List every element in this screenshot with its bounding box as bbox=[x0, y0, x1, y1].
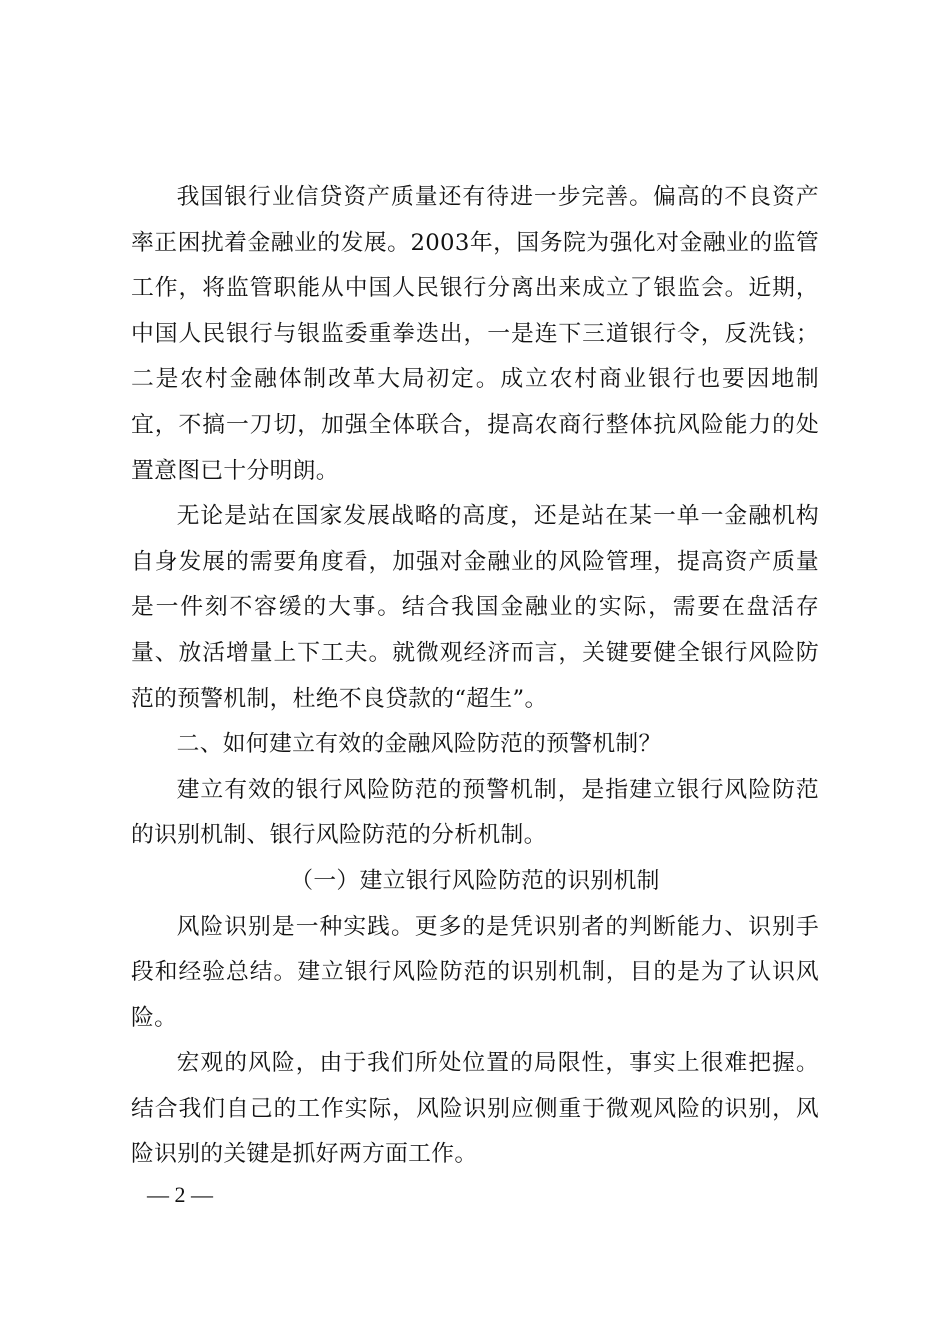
subsection-heading: （一）建立银行风险防范的识别机制 bbox=[290, 867, 660, 894]
paragraph-risk-identification: 风险识别是一种实践。更多的是凭识别者的判断能力、识别手段和经验总结。建立银行风险防范的识别机制，目的是为了认识风险。 bbox=[131, 913, 819, 1031]
document-body bbox=[131, 175, 819, 1178]
paragraph-risk-management: 无论是站在国家发展战略的高度，还是站在某一单一金融机构自身发展的需要角度看，加强对金融业的风险管理，提高资产质量是一件刻不容缓的大事。结合我国金融业的实际，需要在盘活存量、放活增量上下工夫。就微观经济而言，关键要健全银行风险防范的预警机制，杜绝不良贷款的“超生”。 bbox=[131, 503, 819, 712]
paragraph-macro-risk: 宏观的风险，由于我们所处位置的局限性，事实上很难把握。结合我们自己的工作实际，风险识别应侧重于微观风险的识别，风险识别的关键是抓好两方面工作。 bbox=[131, 1050, 819, 1168]
page-number: — 2 — bbox=[147, 1182, 213, 1207]
section-heading: 二、如何建立有效的金融风险防范的预警机制？ bbox=[176, 731, 662, 758]
paragraph-warning-mechanism: 建立有效的银行风险防范的预警机制，是指建立银行风险防范的识别机制、银行风险防范的分析机制。 bbox=[131, 776, 819, 849]
paragraph-asset-quality: 我国银行业信贷资产质量还有待进一步完善。偏高的不良资产率正困扰着金融业的发展。2003年，国务院为强化对金融业的监管工作，将监管职能从中国人民银行分离出来成立了银监会。近期，中国人民银行与银监委重拳迭出，一是连下三道银行令，反洗钱；二是农村金融体制改革大局初定。成立农村商业银行也要因地制宜，不搞一刀切，加强全体联合，提高农商行整体抗风险能力的处置意图已十分明朗。 bbox=[131, 184, 819, 484]
